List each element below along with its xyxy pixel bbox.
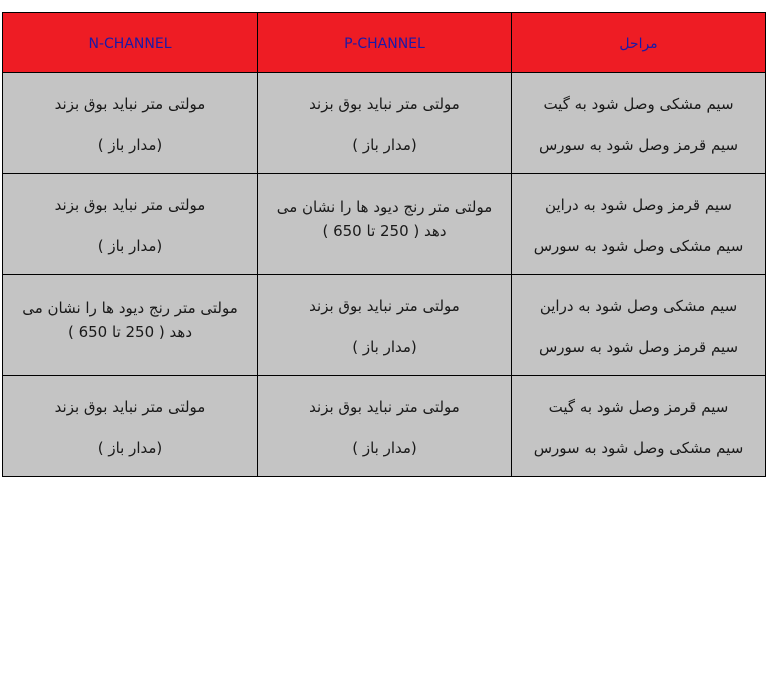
n-channel-cell (3, 376, 258, 477)
cell-line: سیم مشکی وصل شود به دراین (539, 297, 738, 315)
cell-line: مولتی متر نباید بوق بزند (54, 196, 206, 214)
mosfet-test-table (2, 12, 766, 477)
cell-line: (مدار باز ) (97, 439, 163, 457)
header-steps: مراحل (512, 13, 766, 73)
cell-line: سیم قرمز وصل شود به گیت (548, 398, 729, 416)
cell-line: سیم مشکی وصل شود به سورس (533, 439, 744, 457)
table-row (3, 376, 766, 477)
table-header-row (3, 13, 766, 73)
steps-cell (512, 376, 766, 477)
cell-line: (مدار باز ) (352, 136, 417, 154)
cell-line: سیم قرمز وصل شود به سورس (538, 338, 739, 356)
cell-line: سیم قرمز وصل شود به سورس (538, 136, 739, 154)
n-channel-cell (3, 174, 258, 275)
p-channel-cell (258, 376, 512, 477)
n-channel-cell (3, 73, 258, 174)
cell-line: سیم قرمز وصل شود به دراین (545, 196, 732, 214)
cell-line: (مدار باز ) (97, 237, 163, 255)
table-row (3, 174, 766, 275)
cell-line: مولتی متر نباید بوق بزند (54, 95, 206, 113)
cell-line: سیم مشکی وصل شود به سورس (533, 237, 744, 255)
cell-line: (مدار باز ) (97, 136, 163, 154)
cell-line: مولتی متر نباید بوق بزند (309, 95, 460, 113)
p-channel-cell (258, 174, 512, 275)
cell-line: (مدار باز ) (352, 439, 417, 457)
table-row (3, 275, 766, 376)
cell-line: (مدار باز ) (352, 338, 417, 356)
table-row (3, 73, 766, 174)
cell-line: مولتی متر رنج دیود ها را نشان می دهد ( 250 تا 650 ) (276, 198, 493, 240)
header-n-channel: N-CHANNEL (3, 13, 258, 73)
cell-line: مولتی متر نباید بوق بزند (309, 297, 460, 315)
p-channel-cell (258, 73, 512, 174)
steps-cell (512, 174, 766, 275)
cell-line: مولتی متر نباید بوق بزند (309, 398, 460, 416)
p-channel-cell (258, 275, 512, 376)
header-p-channel: P-CHANNEL (258, 13, 512, 73)
steps-cell (512, 275, 766, 376)
cell-line: مولتی متر نباید بوق بزند (54, 398, 206, 416)
n-channel-cell (3, 275, 258, 376)
steps-cell (512, 73, 766, 174)
cell-line: سیم مشکی وصل شود به گیت (543, 95, 734, 113)
cell-line: مولتی متر رنج دیود ها را نشان می دهد ( 250 تا 650 ) (22, 299, 238, 341)
